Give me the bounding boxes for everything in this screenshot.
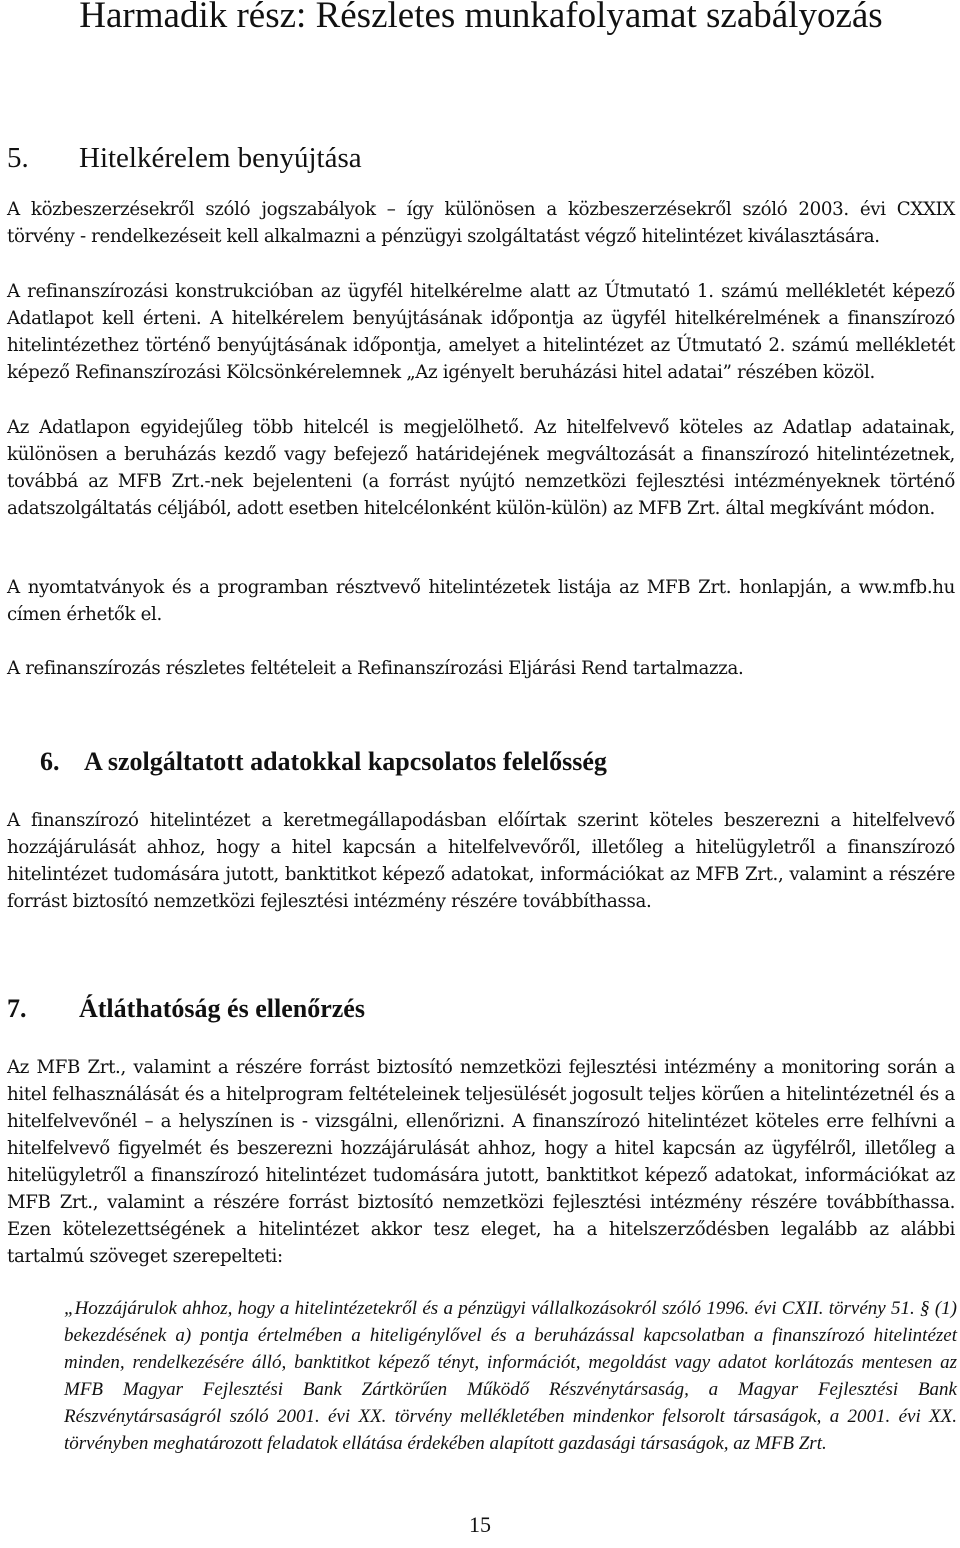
- section-6-number: 6.: [40, 747, 60, 776]
- section-7-number: 7.: [7, 994, 27, 1023]
- section-7-title: Átláthatóság és ellenőrzés: [79, 994, 365, 1023]
- page-title: Harmadik rész: Részletes munkafolyamat szabályozás: [79, 0, 883, 36]
- section-5-title: Hitelkérelem benyújtása: [79, 142, 362, 174]
- section-6-heading: [40, 745, 955, 779]
- page-number: 15: [469, 1512, 491, 1537]
- section-5-paragraph-2: A refinanszírozási konstrukcióban az ügyfél hitelkérelme alatt az Útmutató 1. számú mellékletét képező Adatlapot kell érteni. A hitelkérelem benyújtásának időpontja az ügyfél hitelkérelmének a finanszírozó hitelintézethez történő benyújtásának időpontja, amelyet a hitelintézet az Útmutató 2. számú mellékletét képező Refinanszírozási Kölcsönkérelemnek „Az igényelt beruházási hitel adatai” részében közöl.: [7, 281, 955, 383]
- section-7-paragraph-1: Az MFB Zrt., valamint a részére forrást biztosító nemzetközi fejlesztési intézmény a monitoring során a hitel felhasználását és a hitelprogram feltételeinek teljesülését jogosult teljes körűen a hitelintézetnél és a hitelfelvevőnél – a helyszínen is - vizsgálni, ellenőrizni. A finanszírozó hitelintézet köteles erre felhívni a hitelfelvevő figyelmét és beszerezni hozzájárulását ahhoz, hogy a hitel kapcsán az ügyfélről, illetőleg a hitelügyletről a finanszírozó hitelintézet tudomására jutott, banktitkot képező adatokat, információkat az MFB Zrt., valamint a részére forrást biztosító nemzetközi fejlesztési intézmény részére továbbíthassa. Ezen kötelezettségének a hitelintézet akkor tesz eleget, ha a hitelszerződésben legalább az alábbi tartalmú szöveget szerepelteti:: [7, 1057, 955, 1267]
- section-6-title: A szolgáltatott adatokkal kapcsolatos felelősség: [84, 747, 607, 776]
- section-6-paragraph-1: A finanszírozó hitelintézet a keretmegállapodásban előírtak szerint köteles beszerezni a hitelfelvevő hozzájárulását ahhoz, hogy a hitel kapcsán a hitelfelvevőről, illetőleg a hitelügyletről a finanszírozó hitelintézet tudomására jutott, banktitkot képező adatokat, információkat az MFB Zrt., valamint a részére forrást biztosító nemzetközi fejlesztési intézmény részére továbbíthassa.: [7, 810, 955, 912]
- section-5-paragraph-5: A refinanszírozás részletes feltételeit a Refinanszírozási Eljárási Rend tartalmazza.: [7, 658, 744, 679]
- section-5-paragraph-3: Az Adatlapon egyidejűleg több hitelcél is megjelölhető. Az hitelfelvevő köteles az Adatlap adatainak, különösen a beruházás kezdő vagy befejező határidejének megváltozását a finanszírozó hitelintézetnek, továbbá az MFB Zrt.-nek bejelenteni (a forrást nyújtó nemzetközi fejlesztési intézményeknek történő adatszolgáltatás céljából, adott esetben hitelcélonként külön-külön) az MFB Zrt. által megkívánt módon.: [7, 417, 955, 519]
- section-7-heading: [7, 992, 955, 1026]
- section-5-number: 5.: [7, 142, 29, 174]
- section-5-heading: [7, 138, 955, 178]
- section-5-paragraph-1: A közbeszerzésekről szóló jogszabályok – így különösen a közbeszerzésekről szóló 2003. évi CXXIX törvény - rendelkezéseit kell alkalmazni a pénzügyi szolgáltatást végző hitelintézet kiválasztására.: [7, 199, 955, 247]
- section-5-paragraph-4: A nyomtatványok és a programban résztvevő hitelintézetek listája az MFB Zrt. honlapján, a ww.mfb.hu címen érhetők el.: [7, 577, 955, 625]
- consent-quote: „Hozzájárulok ahhoz, hogy a hitelintézetekről és a pénzügyi vállalkozásokról szóló 1996. évi CXII. törvény 51. § (1) bekezdésének a) pontja értelmében a hiteligénylővel és a beruházással kapcsolatban a finanszírozó hitelintézet minden, rendelkezésére álló, banktitkot képező tényt, információt, megoldást vagy adatot korlátozás mentesen az MFB Magyar Fejlesztési Bank Zártkörűen Működő Részvénytársaság, a Magyar Fejlesztési Bank Részvénytársaságról szóló 2001. évi XX. törvény mellékletében mindenkor felsorolt társaságok, a 2001. évi XX. törvényben meghatározott feladatok ellátása érdekében alapított gazdasági társaságok, az MFB Zrt.: [64, 1298, 957, 1454]
